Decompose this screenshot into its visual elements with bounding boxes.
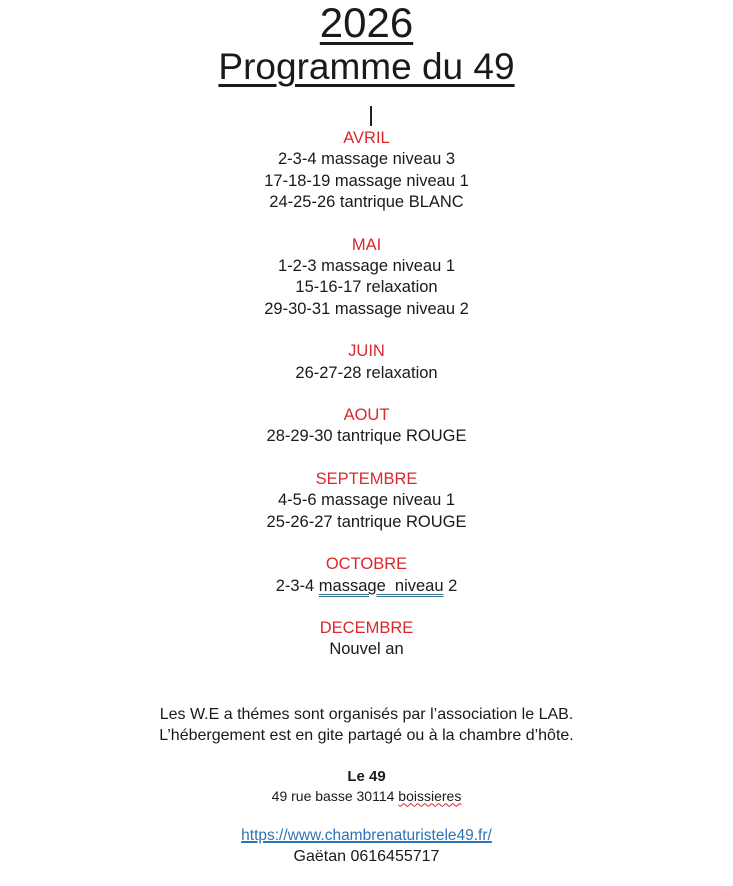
month-section-avril xyxy=(0,128,733,214)
month-section-mai xyxy=(0,235,733,321)
venue-address-text: 49 rue basse 30114 xyxy=(271,787,399,804)
month-header: AVRIL xyxy=(343,129,390,147)
text-cursor xyxy=(370,106,372,126)
event-line: Nouvel an xyxy=(329,640,404,659)
month-header: SEPTEMBRE xyxy=(315,469,418,488)
event-line: 26-27-28 relaxation xyxy=(295,363,438,382)
month-section-septembre xyxy=(0,469,733,533)
event-line: 1-2-3 massage niveau 1 xyxy=(277,257,456,276)
month-section-aout xyxy=(0,405,733,448)
event-line: 2-3-4 massage niveau 3 xyxy=(277,150,456,169)
event-line: 15-16-17 relaxation xyxy=(295,278,438,297)
venue-address xyxy=(0,787,733,806)
cursor-row xyxy=(0,106,733,128)
page-title-main: Programme du 49 xyxy=(218,46,515,87)
notes-line-2: L’hébergement est en gite partagé ou à la chambre d’hôte. xyxy=(159,727,574,745)
month-section-decembre xyxy=(0,618,733,661)
spellcheck-underlined-word: boissieres xyxy=(398,787,462,804)
event-text-prefix: 2-3-4 xyxy=(275,576,319,595)
contact-person: Gaëtan 0616455717 xyxy=(293,847,440,865)
month-header: DECEMBRE xyxy=(319,618,414,637)
website-link[interactable]: https://www.chambrenaturistele49.fr/ xyxy=(241,826,492,844)
month-section-octobre xyxy=(0,554,733,597)
notes-block xyxy=(0,704,733,747)
page-title-year: 2026 xyxy=(319,0,414,46)
month-section-juin xyxy=(0,341,733,384)
website-link-row xyxy=(0,825,733,846)
event-line xyxy=(0,576,733,597)
event-text-suffix: 2 xyxy=(443,576,458,595)
event-line: 17-18-19 massage niveau 1 xyxy=(264,171,469,190)
month-header: MAI xyxy=(351,235,382,254)
venue-name: Le 49 xyxy=(347,767,386,785)
event-line: 4-5-6 massage niveau 1 xyxy=(277,491,456,510)
notes-line-1: Les W.E a thémes sont organisés par l’association le LAB. xyxy=(159,705,574,723)
month-header: AOUT xyxy=(343,406,390,425)
month-header: JUIN xyxy=(348,342,385,361)
grammar-check-underlined-text: massage niveau xyxy=(318,576,444,595)
event-line: 28-29-30 tantrique ROUGE xyxy=(266,427,467,446)
event-line: 29-30-31 massage niveau 2 xyxy=(264,299,469,318)
month-header: OCTOBRE xyxy=(325,555,408,574)
event-line: 25-26-27 tantrique ROUGE xyxy=(266,512,467,531)
event-line: 24-25-26 tantrique BLANC xyxy=(269,193,464,212)
